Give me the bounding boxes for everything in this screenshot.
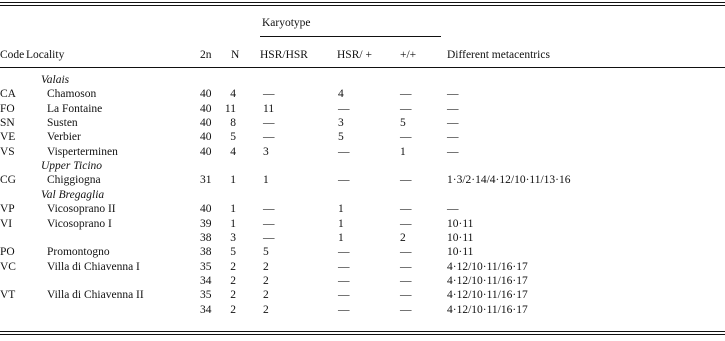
cell-metacentrics: 4·12/10·11/16·17	[447, 304, 528, 316]
cell-n: 5	[230, 131, 236, 143]
cell-2n: 31	[200, 174, 212, 186]
cell-metacentrics: 4·12/10·11/16·17	[447, 275, 528, 287]
cell-locality: Verbier	[47, 131, 81, 143]
cell-2n: 35	[200, 289, 212, 301]
region-label: Val Bregaglia	[41, 189, 105, 201]
cell-n: 4	[230, 146, 236, 158]
col-header-hsr-hsr: HSR/HSR	[260, 49, 308, 61]
cell-metacentrics: —	[447, 203, 459, 215]
cell-hsr-hsr: 11	[263, 103, 275, 115]
cell-locality: Chamoson	[47, 88, 97, 100]
cell-hsr-plus: —	[338, 261, 350, 273]
col-header-plus-plus: +/+	[400, 49, 417, 61]
cell-metacentrics: 4·12/10·11/16·17	[447, 261, 528, 273]
cell-locality: La Fontaine	[47, 103, 103, 115]
cell-code: VI	[0, 218, 13, 230]
cell-code: CA	[0, 88, 16, 100]
col-header-locality: Locality	[26, 49, 65, 61]
cell-plus-plus: —	[400, 131, 412, 143]
cell-hsr-plus: —	[338, 103, 350, 115]
cell-2n: 40	[200, 88, 212, 100]
cell-n: 3	[230, 232, 236, 244]
cell-n: 1	[230, 174, 236, 186]
cell-n: 5	[230, 246, 236, 258]
cell-plus-plus: —	[400, 88, 412, 100]
cell-locality: Villa di Chiavenna II	[47, 289, 144, 301]
cell-hsr-plus: 1	[338, 203, 344, 215]
cell-hsr-hsr: 3	[263, 146, 269, 158]
cell-metacentrics: —	[447, 103, 459, 115]
cell-metacentrics: —	[447, 117, 459, 129]
cell-hsr-plus: 4	[338, 88, 344, 100]
cell-code: VC	[0, 261, 16, 273]
cell-metacentrics: 1·3/2·14/4·12/10·11/13·16	[447, 174, 571, 186]
cell-hsr-plus: 1	[338, 232, 344, 244]
cell-2n: 40	[200, 146, 212, 158]
table-top-rule-2	[0, 5, 725, 6]
cell-hsr-hsr: 2	[263, 304, 269, 316]
cell-plus-plus: —	[400, 261, 412, 273]
cell-2n: 34	[200, 304, 212, 316]
cell-locality: Vicosoprano I	[47, 218, 112, 230]
cell-hsr-hsr: 5	[263, 246, 269, 258]
cell-plus-plus: 1	[400, 146, 406, 158]
cell-locality: Villa di Chiavenna I	[47, 261, 140, 273]
table-top-rule	[0, 2, 725, 3]
cell-plus-plus: —	[400, 218, 412, 230]
cell-hsr-plus: 3	[338, 117, 344, 129]
cell-code: VT	[0, 289, 16, 301]
cell-hsr-hsr: —	[263, 117, 275, 129]
cell-n: 2	[230, 304, 236, 316]
cell-code: VE	[0, 131, 16, 143]
cell-locality: Vicosoprano II	[47, 203, 116, 215]
cell-plus-plus: —	[400, 304, 412, 316]
cell-code: VP	[0, 203, 15, 215]
cell-metacentrics: 10·11	[447, 232, 474, 244]
cell-code: SN	[0, 117, 15, 129]
cell-plus-plus: —	[400, 275, 412, 287]
karyotype-group-rule	[260, 36, 441, 37]
table-bottom-rule	[0, 331, 725, 332]
cell-hsr-plus: —	[338, 289, 350, 301]
cell-hsr-hsr: —	[263, 88, 275, 100]
col-header-code: Code	[0, 49, 25, 61]
karyotype-group-label: Karyotype	[262, 17, 311, 29]
cell-code: PO	[0, 246, 15, 258]
cell-locality: Visperterminen	[47, 146, 118, 158]
cell-2n: 40	[200, 131, 212, 143]
cell-metacentrics: 10·11	[447, 218, 474, 230]
col-header-2n: 2n	[200, 49, 212, 61]
cell-hsr-plus: 5	[338, 131, 344, 143]
cell-n: 2	[230, 289, 236, 301]
cell-hsr-hsr: —	[263, 218, 275, 230]
cell-code: CG	[0, 174, 16, 186]
cell-hsr-plus: —	[338, 275, 350, 287]
col-header-metacentrics: Different metacentrics	[447, 49, 550, 61]
cell-locality: Susten	[47, 117, 78, 129]
cell-hsr-hsr: 2	[263, 275, 269, 287]
cell-n: 2	[230, 275, 236, 287]
cell-plus-plus: 2	[400, 232, 406, 244]
cell-hsr-hsr: —	[263, 131, 275, 143]
cell-hsr-plus: —	[338, 246, 350, 258]
cell-plus-plus: —	[400, 289, 412, 301]
cell-hsr-hsr: —	[263, 232, 275, 244]
cell-2n: 38	[200, 232, 212, 244]
cell-hsr-plus: —	[338, 174, 350, 186]
cell-2n: 40	[200, 203, 212, 215]
cell-n: 11	[224, 103, 236, 115]
cell-2n: 40	[200, 117, 212, 129]
header-bottom-rule	[0, 67, 725, 68]
cell-plus-plus: —	[400, 103, 412, 115]
cell-metacentrics: 10·11	[447, 246, 474, 258]
cell-2n: 34	[200, 275, 212, 287]
cell-hsr-hsr: —	[263, 203, 275, 215]
region-label: Valais	[41, 74, 70, 86]
cell-hsr-plus: —	[338, 146, 350, 158]
cell-n: 1	[230, 203, 236, 215]
cell-hsr-plus: —	[338, 304, 350, 316]
col-header-hsr-plus: HSR/ +	[337, 49, 372, 61]
cell-2n: 40	[200, 103, 212, 115]
col-header-n: N	[231, 49, 240, 61]
cell-plus-plus: —	[400, 246, 412, 258]
cell-hsr-hsr: 2	[263, 261, 269, 273]
cell-locality: Chiggiogna	[47, 174, 101, 186]
cell-metacentrics: —	[447, 131, 459, 143]
cell-n: 8	[230, 117, 236, 129]
cell-n: 4	[230, 88, 236, 100]
cell-hsr-hsr: 2	[263, 289, 269, 301]
table-bottom-rule-2	[0, 334, 725, 335]
cell-n: 2	[230, 261, 236, 273]
cell-metacentrics: 4·12/10·11/16·17	[447, 289, 528, 301]
cell-code: FO	[0, 103, 15, 115]
cell-2n: 35	[200, 261, 212, 273]
cell-plus-plus: 5	[400, 117, 406, 129]
cell-locality: Promontogno	[47, 246, 110, 258]
cell-plus-plus: —	[400, 174, 412, 186]
cell-2n: 39	[200, 218, 212, 230]
cell-code: VS	[0, 146, 15, 158]
cell-plus-plus: —	[400, 203, 412, 215]
cell-metacentrics: —	[447, 146, 459, 158]
cell-metacentrics: —	[447, 88, 459, 100]
cell-hsr-hsr: 1	[263, 174, 269, 186]
cell-n: 1	[230, 218, 236, 230]
cell-hsr-plus: 1	[338, 218, 344, 230]
region-label: Upper Ticino	[41, 160, 103, 172]
cell-2n: 38	[200, 246, 212, 258]
